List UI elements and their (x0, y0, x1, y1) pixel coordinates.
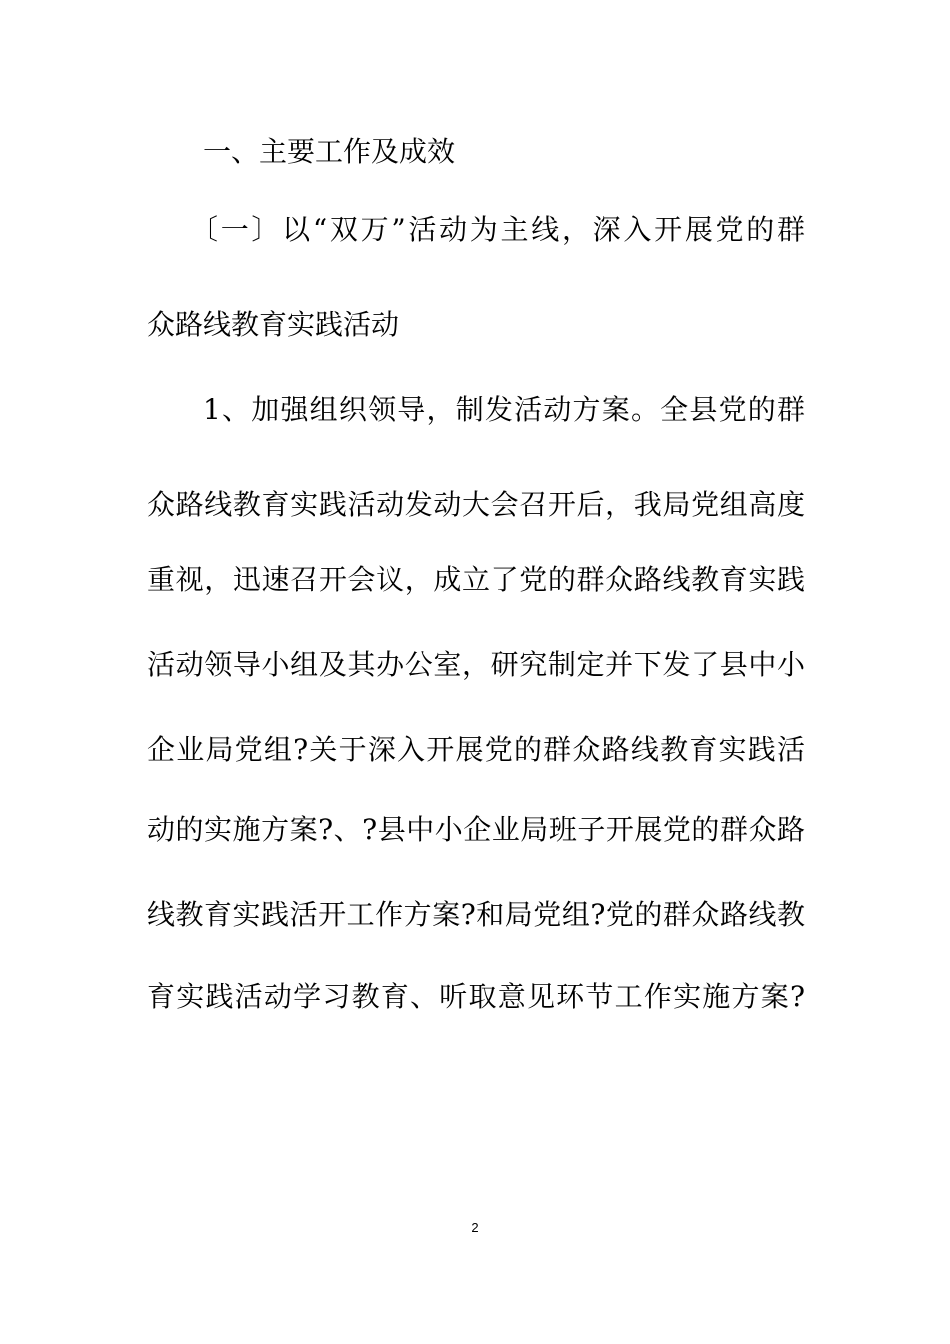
subsection-heading-line: 〔一〕以“双万”活动为主线，深入开展党的群 (190, 213, 805, 246)
subsection-heading-line: 众路线教育实践活动 (147, 308, 400, 341)
page-number: 2 (471, 1220, 479, 1235)
paragraph-line: 育实践活动学习教育、听取意见环节工作实施方案? (147, 980, 805, 1013)
paragraph-line: 活动领导小组及其办公室，研究制定并下发了县中小 (147, 648, 805, 681)
paragraph-line: 众路线教育实践活动发动大会召开后，我局党组高度 (147, 488, 805, 521)
paragraph-line: 线教育实践活开工作方案?和局党组?党的群众路线教 (147, 898, 805, 931)
paragraph-line: 重视，迅速召开会议，成立了党的群众路线教育实践 (147, 563, 805, 596)
paragraph-line: 1、加强组织领导，制发活动方案。全县党的群 (203, 393, 805, 426)
section-heading: 一、主要工作及成效 (203, 135, 456, 168)
paragraph-line: 动的实施方案?、?县中小企业局班子开展党的群众路 (147, 813, 805, 846)
paragraph-line: 企业局党组?关于深入开展党的群众路线教育实践活 (147, 733, 805, 766)
